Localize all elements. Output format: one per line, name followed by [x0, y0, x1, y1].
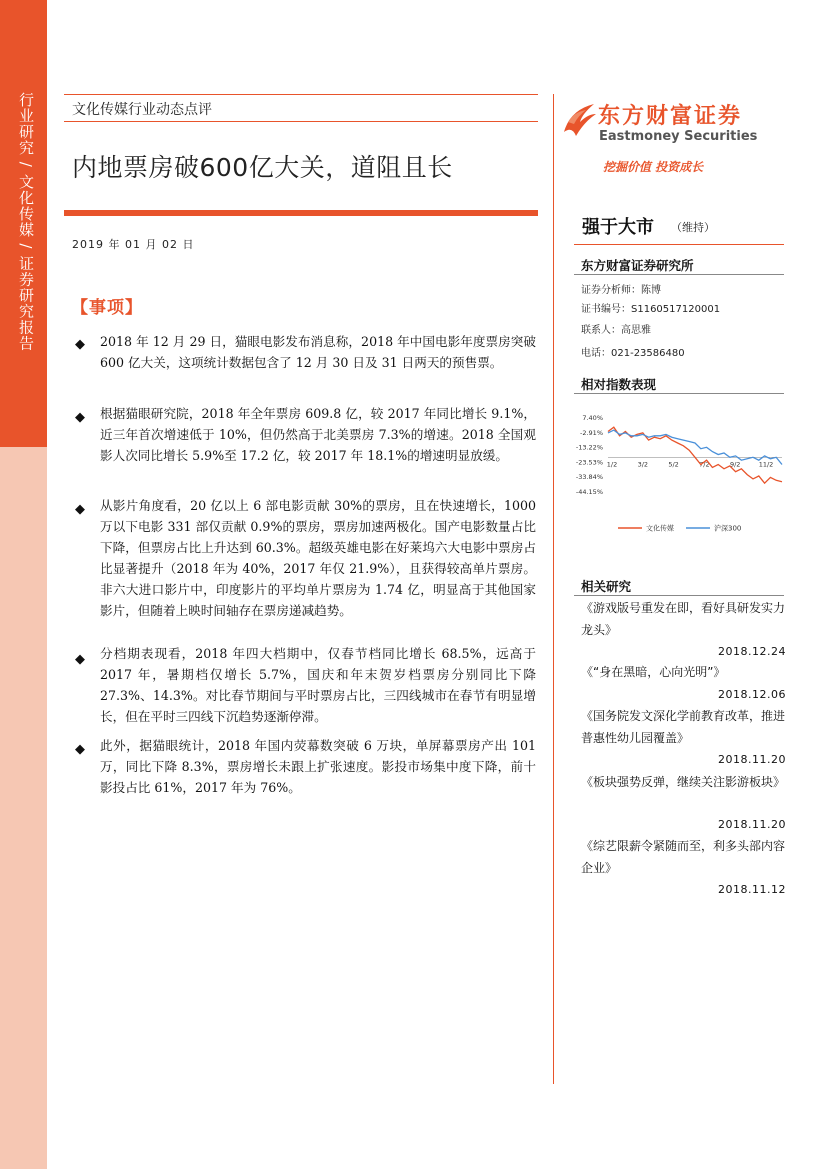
bullet-paragraph: 分档期表现看，2018 年四大档期中，仅春节档同比增长 68.5%，远高于 2017 年，暑期档仅增长 5.7%，国庆和年末贺岁档票房分别同比下降 27.3%、14.3%。对比春节期间与平时票房占比，三四线城市在春节有明显增长，但在平时三四线下沉趋势逐渐停滞。 [100, 646, 536, 724]
section-title: 【事项】 [71, 298, 143, 318]
x-tick-label: 11/2 [758, 460, 774, 469]
series-line-1 [608, 430, 782, 464]
research-item-date: 2018.12.24 [718, 645, 786, 658]
x-tick-label: 3/2 [637, 460, 649, 469]
y-tick-label: -44.15% [575, 488, 603, 496]
certificate-number: 证书编号：S1160517120001 [581, 304, 721, 315]
institute-name: 东方财富证券研究所 [581, 258, 694, 273]
research-item-title[interactable]: 《板块强势反弹，继续关注影游板块》 [581, 775, 786, 789]
analyst-name: 证券分析师：陈博 [581, 285, 661, 296]
contact-phone: 电话：021-23586480 [581, 348, 685, 359]
research-item-date: 2018.11.12 [718, 883, 786, 896]
research-item-date: 2018.11.20 [718, 753, 786, 766]
bullet-paragraph: 根据猫眼研究院，2018 年全年票房 609.8 亿，较 2017 年同比增长 9.1%，近三年首次增速低于 10%，但仍然高于北美票房 7.3%的增速。2018 全国观影人次同比增长 5.9%至 17.2 亿，较 2017 年 18.1%的增速明显放缓。 [100, 406, 536, 463]
header-top-rule [64, 94, 538, 95]
rating-rule [574, 244, 784, 245]
relative-index-title: 相对指数表现 [581, 377, 657, 392]
brand-name-en: Eastmoney Securities [599, 129, 758, 144]
research-item-title[interactable]: 《国务院发文深化学前教育改革，推进普惠性幼儿园覆盖》 [581, 709, 786, 745]
y-tick-label: -33.84% [575, 473, 603, 482]
industry-label: 文化传媒行业动态点评 [72, 102, 212, 118]
y-tick-label: -2.91% [580, 428, 603, 437]
research-item-title[interactable]: 《“身在黑暗，心向光明”》 [581, 665, 726, 679]
rating-label: 强于大市 [582, 217, 654, 238]
title-underline-bar [64, 210, 538, 216]
related-research-title: 相关研究 [581, 579, 632, 594]
report-title: 内地票房破600亿大关，道阻且长 [72, 153, 453, 182]
bullet-paragraph: 2018 年 12 月 29 日，猫眼电影发布消息称，2018 年中国电影年度票房突破 600 亿大关，这项统计数据包含了 12 月 30 日及 31 日两天的预售票。 [100, 334, 536, 370]
x-tick-label: 1/2 [606, 460, 618, 469]
y-tick-label: -23.53% [575, 458, 603, 467]
x-tick-label: 7/2 [699, 460, 710, 469]
bullet-diamond-icon: ◆ [75, 410, 85, 425]
research-item-date: 2018.12.06 [718, 688, 786, 701]
bullet-diamond-icon: ◆ [75, 337, 85, 352]
brand-name-cn: 东方财富证券 [598, 104, 743, 129]
bullet-diamond-icon: ◆ [75, 652, 85, 667]
research-item-date: 2018.11.20 [718, 818, 786, 831]
report-date: 2019 年 01 月 02 日 [72, 238, 195, 251]
side-category-label: 行业研究 / 文化传媒 / 证券研究报告 [17, 92, 35, 352]
rating-note: （维持） [671, 221, 715, 234]
legend-label: 沪深300 [714, 524, 742, 533]
column-divider [553, 94, 554, 1084]
legend-label: 文化传媒 [646, 524, 674, 533]
brand-slogan: 挖掘价值 投资成长 [603, 160, 704, 174]
side-band-bottom [0, 447, 47, 1169]
research-item-title[interactable]: 《综艺限薪令紧随而至，利多头部内容企业》 [581, 839, 786, 875]
relative-index-chart [574, 400, 784, 540]
bullet-paragraph: 此外，据猫眼统计，2018 年国内荧幕数突破 6 万块，单屏幕票房产出 101 万，同比下降 8.3%，票房增长未跟上扩张速度。影投市场集中度下降，前十影投占比 61%，2017 年为 76%。 [100, 738, 536, 795]
bullet-paragraph: 从影片角度看，20 亿以上 6 部电影贡献 30%的票房，且在快速增长，1000 万以下电影 331 部仅贡献 0.9%的票房，票房加速两极化。国产电影数量占比下降，但票房占比上升达到 60.3%。超级英雄电影在好莱坞六大电影中票房占比显著提升（2018 年为 40%，2017 年仅 21.9%），且获得较高单片票房。非六大进口影片中，印度影片的平均单片票房为 1.74 亿，明显高于其他国家影片，但随着上映时间轴存在票房递减趋势。 [100, 498, 536, 618]
x-tick-label: 5/2 [668, 460, 679, 469]
header-rule [64, 121, 538, 122]
x-tick-label: 9/2 [729, 460, 741, 469]
y-tick-label: 7.40% [582, 414, 603, 422]
bullet-diamond-icon: ◆ [75, 742, 85, 757]
y-tick-label: -13.22% [575, 443, 603, 452]
relative-index-rule [574, 393, 784, 394]
research-item-title[interactable]: 《游戏版号重发在即，看好具研发实力龙头》 [581, 601, 786, 637]
contact-name: 联系人：高思雅 [581, 325, 651, 336]
bullet-diamond-icon: ◆ [75, 502, 85, 517]
institute-rule [574, 274, 784, 275]
eastmoney-logo-icon [560, 100, 600, 140]
related-research-rule [574, 595, 784, 596]
